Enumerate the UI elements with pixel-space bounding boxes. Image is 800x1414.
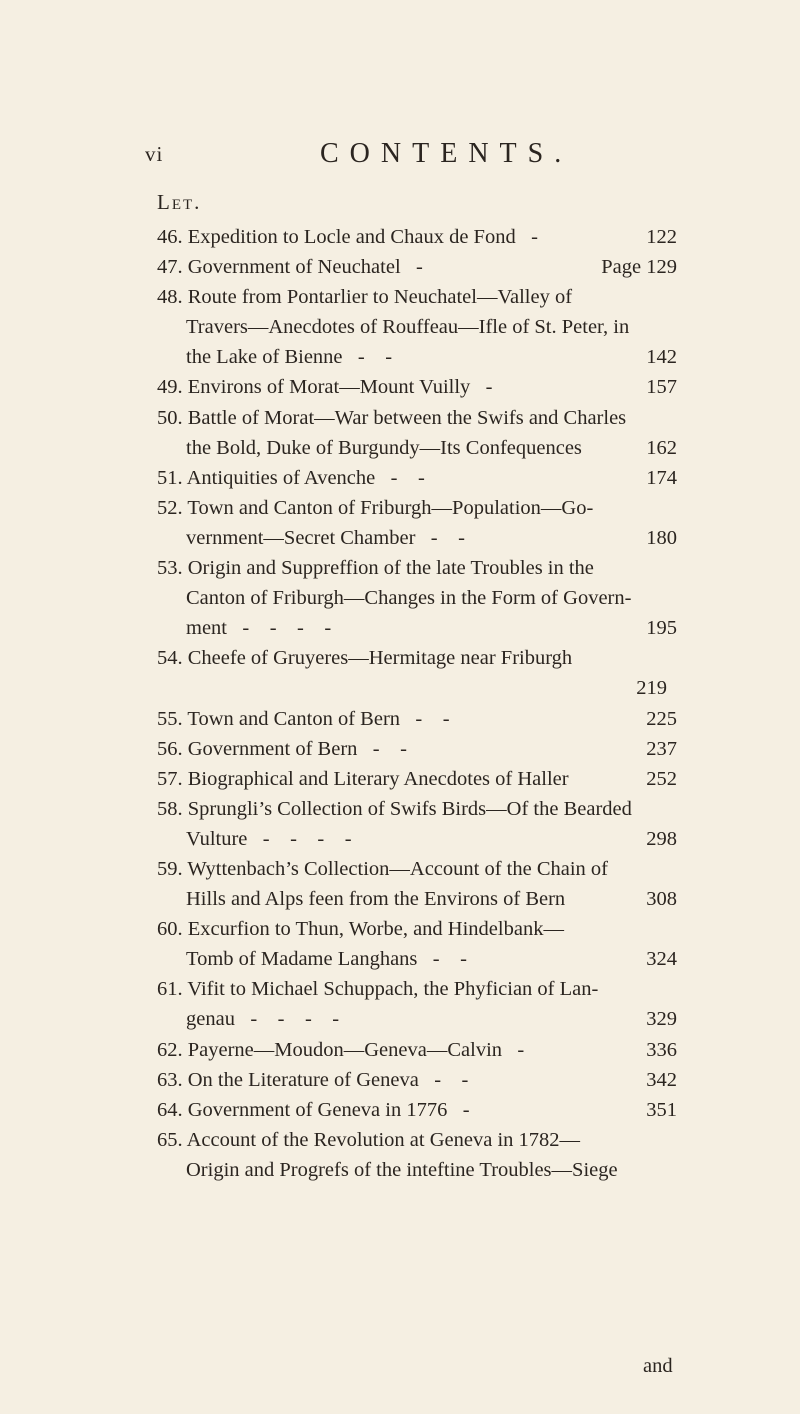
contents-entry — [157, 1035, 677, 1065]
entry-title: ment — [186, 617, 227, 640]
contents-entry — [157, 493, 677, 553]
entry-line — [157, 1125, 677, 1155]
contents-entry — [157, 704, 677, 734]
entry-title: Wyttenbach’s Collection—Account of the Chain of — [187, 857, 609, 880]
contents-list — [157, 222, 677, 1185]
page-folio: vi — [145, 142, 164, 166]
entry-title: Government of Neuchatel — [187, 256, 401, 279]
entry-line — [157, 1155, 677, 1185]
entry-title: On the Literature of Geneva — [187, 1068, 419, 1091]
entry-number: 58. — [157, 797, 188, 820]
entry-title: Cheefe of Gruyeres—Hermitage near Friburgh — [187, 647, 573, 670]
entry-line — [157, 824, 677, 854]
entry-leader: - - — [415, 526, 465, 549]
contents-entry — [157, 252, 677, 282]
entry-number: 49. — [157, 376, 188, 399]
entry-leader: - - — [375, 466, 425, 489]
entry-leader: - — [515, 226, 538, 248]
entry-title: Biographical and Literary Anecdotes of Haller — [187, 767, 569, 790]
entry-line — [157, 372, 677, 402]
entry-title: the Bold, Duke of Burgundy—Its Confequences — [186, 436, 582, 459]
entry-line — [157, 1065, 677, 1095]
entry-title: Hills and Alps feen from the Environs of Bern — [186, 888, 566, 911]
entry-page: 329 — [646, 1008, 677, 1031]
entry-line — [157, 463, 677, 493]
entry-page: 324 — [646, 948, 677, 971]
entry-line — [157, 222, 677, 252]
entry-number: 63. — [157, 1068, 188, 1091]
entry-number: 57. — [157, 767, 188, 790]
entry-line — [157, 1095, 677, 1125]
entry-leader: - - — [357, 737, 407, 760]
entry-leader: - - - - — [227, 617, 332, 640]
entry-line — [157, 914, 677, 944]
entry-title: Travers—Anecdotes of Rouffeau—Ifle of St. Peter, in — [186, 316, 630, 339]
entry-leader: - — [400, 256, 423, 279]
entry-line — [157, 342, 677, 372]
entry-title: Account of the Revolution at Geneva in 1782— — [186, 1128, 581, 1151]
entry-line — [157, 403, 677, 433]
entry-line — [157, 583, 677, 613]
contents-entry — [157, 734, 677, 764]
entry-line — [157, 974, 677, 1004]
entry-leader: - - — [342, 346, 393, 369]
entry-title: Battle of Morat—War between the Swifs and Charles — [187, 406, 627, 429]
entry-line — [157, 734, 677, 764]
contents-entry — [157, 1125, 677, 1185]
contents-entry — [157, 403, 677, 463]
entry-title: Origin and Suppreffion of the late Troubles in the — [187, 557, 594, 580]
entry-title: Sprungli’s Collection of Swifs Birds—Of the Bearded — [187, 797, 632, 820]
entry-line — [157, 312, 677, 342]
entry-leader: - - — [400, 707, 450, 730]
entry-number: 52. — [157, 496, 188, 519]
entry-title: Government of Geneva in 1776 — [187, 1098, 448, 1121]
entry-page: 336 — [646, 1038, 677, 1061]
entry-line — [157, 794, 677, 824]
entry-title: Town and Canton of Friburgh—Population—Go- — [187, 496, 594, 519]
entry-line — [157, 282, 677, 312]
entry-page: 195 — [646, 617, 677, 640]
entry-page: 180 — [646, 526, 677, 549]
entry-page: 122 — [646, 226, 677, 248]
entry-title: genau — [186, 1008, 235, 1031]
entry-title: Payerne—Moudon—Geneva—Calvin — [187, 1038, 503, 1061]
entry-page: 157 — [646, 376, 677, 399]
entry-line — [157, 493, 677, 523]
entry-page: 174 — [646, 466, 677, 489]
contents-entry — [157, 1095, 677, 1125]
letter-column-heading: Let. — [157, 190, 202, 214]
contents-entry — [157, 222, 677, 252]
contents-entry — [157, 974, 677, 1034]
entry-number: 60. — [157, 918, 188, 941]
contents-entry — [157, 794, 677, 854]
running-head-title: CONTENTS. — [320, 138, 573, 169]
entry-page: Page 129 — [601, 256, 677, 279]
contents-entry — [157, 643, 677, 703]
entry-line — [157, 884, 677, 914]
entry-line — [157, 613, 677, 643]
entry-title: Expedition to Locle and Chaux de Fond — [187, 226, 516, 248]
contents-entry — [157, 372, 677, 402]
entry-number: 61. — [157, 978, 188, 1001]
entry-title: Canton of Friburgh—Changes in the Form of Govern- — [186, 587, 632, 610]
entry-page: 142 — [646, 346, 677, 369]
entry-number: 47. — [157, 256, 188, 279]
entry-title: Origin and Progrefs of the inteftine Troubles—Siege — [186, 1158, 618, 1181]
entry-leader: - — [470, 376, 493, 399]
entry-page: 351 — [646, 1098, 677, 1121]
entry-number: 46. — [157, 226, 188, 248]
entry-line — [157, 1004, 677, 1034]
entry-number: 62. — [157, 1038, 188, 1061]
entry-leader: - - - - — [247, 827, 352, 850]
contents-entry — [157, 1065, 677, 1095]
entry-line — [157, 1035, 677, 1065]
entry-line — [157, 252, 677, 282]
entry-page: 298 — [646, 827, 677, 850]
entry-title: Route from Pontarlier to Neuchatel—Valley of — [187, 286, 573, 309]
entry-title: Vifit to Michael Schuppach, the Phyfician of Lan- — [187, 978, 599, 1001]
entry-line — [157, 854, 677, 884]
entry-page: 252 — [646, 767, 677, 790]
entry-title: Excurfion to Thun, Worbe, and Hindelbank— — [187, 918, 564, 941]
entry-title: vernment—Secret Chamber — [186, 526, 416, 549]
entry-title: Environs of Morat—Mount Vuilly — [187, 376, 471, 399]
contents-entry — [157, 764, 677, 794]
entry-number: 54. — [157, 647, 188, 670]
entry-leader: - — [447, 1098, 470, 1121]
entry-leader: - - — [418, 1068, 469, 1091]
contents-entry — [157, 553, 677, 643]
entry-number: 59. — [157, 857, 188, 880]
entry-leader: - — [502, 1038, 525, 1061]
entry-line — [157, 553, 677, 583]
entry-leader: - - - - — [234, 1008, 340, 1031]
entry-line — [157, 433, 677, 463]
entry-line — [157, 764, 677, 794]
entry-number: 65. — [157, 1128, 187, 1151]
entry-page: 219 — [636, 677, 667, 700]
entry-page: 162 — [646, 436, 677, 459]
contents-entry — [157, 463, 677, 493]
entry-line — [157, 704, 677, 734]
entry-number: 51. — [157, 466, 187, 489]
entry-line — [157, 944, 677, 974]
entry-title: the Lake of Bienne — [186, 346, 343, 369]
entry-page: 342 — [646, 1068, 677, 1091]
entry-title: Town and Canton of Bern — [187, 707, 401, 730]
entry-number: 64. — [157, 1098, 188, 1121]
entry-page: 225 — [646, 707, 677, 730]
catchword: and — [643, 1355, 673, 1377]
entry-page: 308 — [646, 888, 677, 911]
contents-entry — [157, 854, 677, 914]
contents-entry — [157, 282, 677, 372]
entry-title: Vulture — [186, 827, 248, 850]
entry-line — [157, 643, 677, 673]
entry-number: 56. — [157, 737, 188, 760]
entry-title: Tomb of Madame Langhans — [186, 948, 418, 971]
entry-page: 237 — [646, 737, 677, 760]
entry-number: 55. — [157, 707, 188, 730]
contents-entry — [157, 914, 677, 974]
entry-leader: - - — [417, 948, 467, 971]
entry-title: Government of Bern — [187, 737, 358, 760]
entry-title: Antiquities of Avenche — [186, 466, 376, 489]
entry-number: 48. — [157, 286, 188, 309]
entry-number: 53. — [157, 557, 188, 580]
entry-line — [157, 523, 677, 553]
entry-number: 50. — [157, 406, 188, 429]
